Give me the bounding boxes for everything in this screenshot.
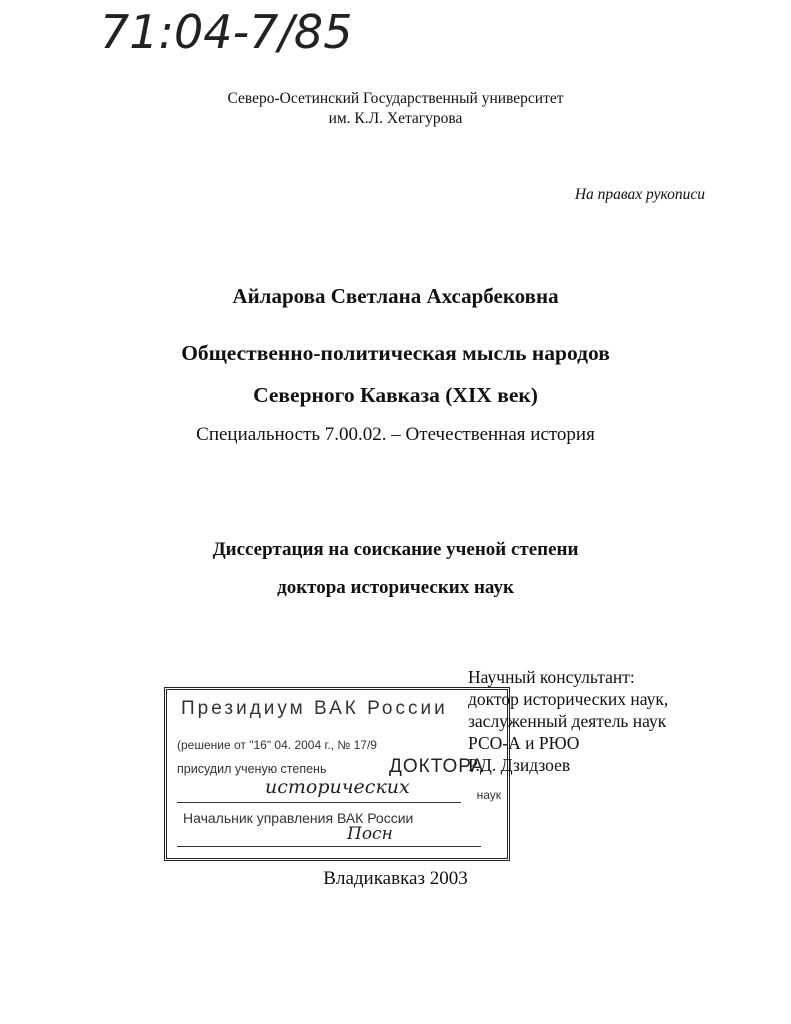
city-year: Владикавказ 2003 bbox=[323, 868, 468, 889]
stamp-field-rule bbox=[177, 802, 461, 803]
stamp-degree: ДОКТОРА bbox=[389, 756, 485, 777]
stamp-title: Президиум ВАК России bbox=[181, 698, 448, 719]
author-name: Айларова Светлана Ахсарбековна bbox=[232, 284, 559, 308]
consultant-label: Научный консультант: bbox=[468, 667, 635, 687]
stamp-field-suffix: наук bbox=[476, 788, 501, 802]
stamp-head: Начальник управления ВАК России bbox=[183, 810, 414, 826]
stamp-signature: Посн bbox=[347, 824, 393, 844]
university-name: Северо-Осетинский Государственный университет bbox=[227, 90, 564, 107]
consultant-region: РСО-А и РЮО bbox=[468, 733, 580, 753]
degree-purpose-line-2: доктора исторических наук bbox=[277, 577, 514, 598]
stamp-decision: (решение от "16" 04. 2004 г., № 17/9 bbox=[177, 738, 377, 752]
stamp-signature-rule bbox=[177, 846, 481, 847]
university-named-after: им. К.Л. Хетагурова bbox=[328, 110, 463, 127]
thesis-title-line-1: Общественно-политическая мысль народов bbox=[181, 341, 610, 365]
manuscript-rights-note: На правах рукописи bbox=[574, 186, 705, 203]
stamp-field-handwritten: исторических bbox=[265, 776, 410, 798]
consultant-name: Р.Д. Дзидзоев bbox=[468, 755, 571, 775]
handwritten-code-text: 71:04-7/85 bbox=[100, 5, 353, 59]
vak-stamp bbox=[164, 687, 510, 861]
degree-purpose-line-1: Диссертация на соискание ученой степени bbox=[212, 539, 579, 560]
specialty: Специальность 7.00.02. – Отечественная история bbox=[196, 424, 595, 445]
thesis-title-line-2: Северного Кавказа (XIX век) bbox=[253, 383, 538, 407]
handwritten-archive-number bbox=[100, 2, 400, 62]
scientific-consultant bbox=[468, 666, 668, 776]
stamp-awarded: присудил ученую степень bbox=[177, 762, 327, 776]
consultant-degree: доктор исторических наук, bbox=[468, 689, 669, 709]
consultant-honor: заслуженный деятель наук bbox=[468, 711, 667, 731]
